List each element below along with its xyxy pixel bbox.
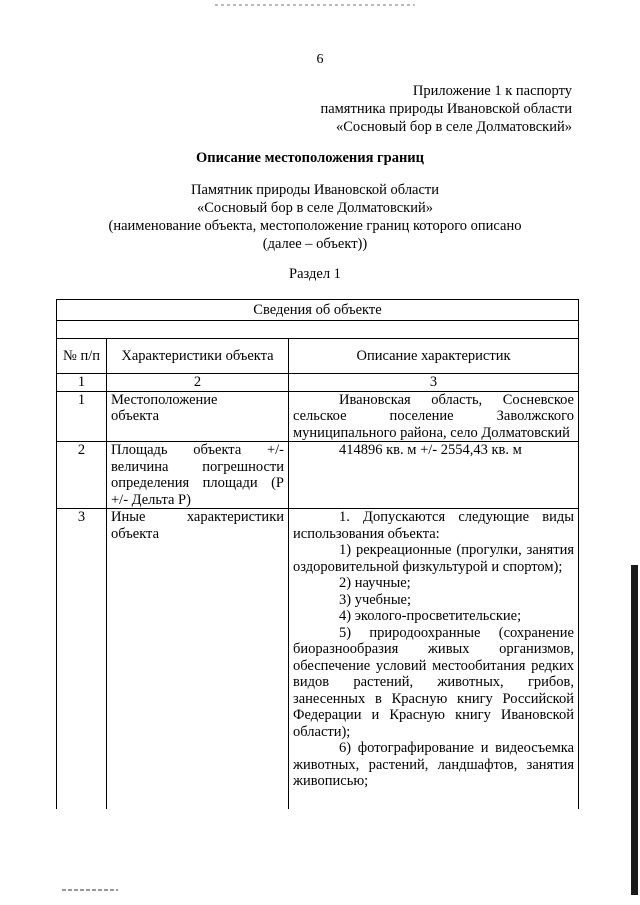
header-description: Описание характеристик xyxy=(289,339,579,374)
appendix-reference xyxy=(320,82,572,136)
row-2-name: Площадь объекта +/- величина погрешности определения площади (Р +/- Дельта Р) xyxy=(107,442,289,509)
object-line-4: (далее – объект)) xyxy=(262,236,368,252)
section-title: Раздел 1 xyxy=(289,266,341,282)
row-3-paragraph-4: 3) учебные; xyxy=(339,591,412,608)
object-line-1: Памятник природы Ивановской области xyxy=(190,182,440,198)
row-1-value: Ивановская область, Сосневское сельское поселение Заволжского муниципального района, село Долматовский xyxy=(289,391,579,442)
row-2-num: 2 xyxy=(57,442,107,509)
column-number-2: 2 xyxy=(107,374,289,392)
header-num: № п/п xyxy=(57,339,107,374)
row-3-paragraph-3: 2) научные; xyxy=(339,575,411,591)
table-caption: Сведения об объекте xyxy=(57,300,579,321)
appendix-line-3: «Сосновый бор в селе Долматовский» xyxy=(335,119,572,135)
scan-artifact-right-edge xyxy=(631,565,638,895)
row-3-paragraph-7: 6) фотографирование и видеосъемка животных, растений, ландшафтов, занятия живописью; xyxy=(293,740,574,789)
table-row xyxy=(57,391,579,442)
row-3-num: 3 xyxy=(57,509,107,810)
object-name-block xyxy=(0,181,630,253)
header-characteristics: Характеристики объекта xyxy=(107,339,289,374)
scan-artifact-top xyxy=(215,4,415,6)
row-3-paragraph-1: 1. Допускаются следующие виды использования объекта: xyxy=(293,509,574,542)
row-3-value xyxy=(289,509,579,810)
table-row xyxy=(57,509,579,810)
table-blank-row xyxy=(57,321,579,339)
row-2-value: 414896 кв. м +/- 2554,43 кв. м xyxy=(289,442,579,509)
row-1-name: Местоположение объекта xyxy=(107,391,289,442)
row-3-paragraph-2: 1) рекреационные (прогулки, занятия оздоровительной физкультурой и спортом); xyxy=(293,542,574,575)
row-3-paragraph-6: 5) природоохранные (сохранение биоразнообразия живых организмов, обеспечение условий местообитания редких видов растений, животных, грибов, занесенных в Красную книгу Российской Федерации и Красную книгу Ивановской области); xyxy=(293,624,574,740)
row-1-num: 1 xyxy=(57,391,107,442)
column-number-3: 3 xyxy=(289,374,579,392)
table-row xyxy=(57,442,579,509)
row-3-name: Иные характеристики объекта xyxy=(107,509,289,810)
appendix-line-1: Приложение 1 к паспорту xyxy=(412,83,572,99)
object-line-2: «Сосновый бор в селе Долматовский» xyxy=(196,200,433,216)
document-title: Описание местоположения границ xyxy=(195,150,425,166)
appendix-line-2: памятника природы Ивановской области xyxy=(320,101,572,117)
page-number: 6 xyxy=(316,52,324,67)
row-3-paragraph-5: 4) эколого-просветительские; xyxy=(339,608,522,624)
object-line-3: (наименование объекта, местоположение границ которого описано xyxy=(108,218,522,234)
object-info-table xyxy=(56,299,579,809)
scan-artifact-bottom xyxy=(62,889,118,891)
column-number-1: 1 xyxy=(57,374,107,392)
